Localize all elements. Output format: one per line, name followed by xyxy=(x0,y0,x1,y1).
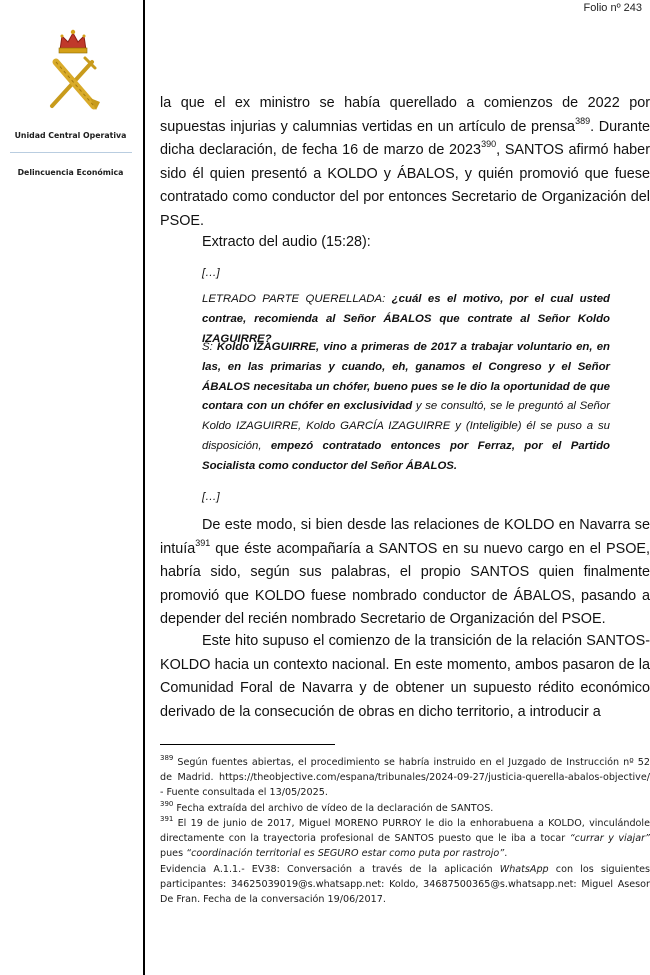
folio-number: Folio nº 243 xyxy=(583,2,642,14)
footnote-389: $^{389}$ Según fuentes abiertas, el procedimiento se habría instruido en el Juzgado de Instrucción nº 52 de Madrid. https://theobjective.com/espana/tribunales/2024-09-27/justicia-querella-abalos-objective/ - Fuente consultada el 13/05/2025. xyxy=(160,753,650,798)
guardia-civil-emblem-icon xyxy=(40,28,106,114)
unit-division: Delincuencia Económica xyxy=(17,168,124,177)
quote-answer: S: Koldo IZAGUIRRE, vino a primeras de 2017 a trabajar voluntario en, en las, en las primarias y cuando, eh, ganamos el Congreso y el Señor ÁBALOS necesitaba un chófer, bueno pues se le dio la oportunidad de que contara con un chófer en exclusividad y se consultó, se le preguntó al Señor Koldo IZAGUIRRE, Koldo GARCÍA IZAGUIRRE y (Inteligible) él se puso a su disposición, empezó contratado entonces por Ferraz, por el Partido Socialista como conductor del Señor ÁBALOS. xyxy=(202,341,610,472)
quote-intro: Extracto del audio (15:28): xyxy=(202,234,371,250)
footnote-ref-390[interactable]: 390 xyxy=(481,139,497,150)
paragraph-2: De este modo, si bien desde las relaciones de KOLDO en Navarra se intuía$^{391}$ que éste acompañaría a SANTOS en su nuevo cargo en el PSOE, habría sido, según sus palabras, el propio SANTOS quien finalmente promovió que KOLDO fuese nombrado conductor de ÁBALOS, pasando a depender del recién nombrado Secretario de Organización del PSOE. xyxy=(160,517,650,628)
footnote-ref-389[interactable]: 389 xyxy=(575,115,591,126)
quote-ellipsis-close: […] xyxy=(202,491,220,503)
paragraph-1: la que el ex ministro se había querellado a comienzos de 2022 por supuestas injurias y calumnias vertidas en un artículo de prensa$^{389}$. Durante dicha declaración, de fecha 16 de marzo de 2023$^{390}$, SANTOS afirmó haber sido él quien presentó a KOLDO y ÁBALOS, y quién promovió que fuese contratado como conductor del por entonces Secretario de Organización del PSOE. xyxy=(160,95,650,229)
quote-ellipsis-open: […] xyxy=(202,267,220,279)
unit-separator xyxy=(10,152,132,153)
footnote-391: $^{391}$ El 19 de junio de 2017, Miguel MORENO PURROY le dio la enhorabuena a KOLDO, vinculándole directamente con la trayectoria profesional de SANTOS puesto que le iba a tocar “currar y viajar” pues “coordinación territorial es SEGURO estar como puta por rastrojo”. xyxy=(160,814,650,859)
paragraph-3: Este hito supuso el comienzo de la transición de la relación SANTOS-KOLDO hacia un contexto nacional. En este momento, ambos pasaron de la Comunidad Foral de Navarra y de obtener un supuesto rédito económico derivado de la consecución de obras en dicho territorio, a introducir a xyxy=(160,633,650,720)
unit-name: Unidad Central Operativa xyxy=(14,131,127,140)
footnote-391-evidence: Evidencia A.1.1.- EV38: Conversación a través de la aplicación WhatsApp con los siguientes participantes: 34625039019@s.whatsapp.net: Koldo, 34687500365@s.whatsapp.net: Miguel Asesor De Fran. Fecha de la conversación 19/06/2017. xyxy=(160,864,650,905)
footnote-ref-391[interactable]: 391 xyxy=(195,537,211,548)
margin-divider xyxy=(143,0,145,975)
footnote-separator xyxy=(160,744,335,745)
footnote-390: $^{390}$ Fecha extraída del archivo de vídeo de la declaración de SANTOS. xyxy=(160,799,494,814)
quote-question: LETRADO PARTE QUERELLADA: ¿cuál es el motivo, por el cual usted contrae, recomienda al Señor ÁBALOS que contrate al Señor Koldo IZAGUIRRE? xyxy=(202,293,611,345)
